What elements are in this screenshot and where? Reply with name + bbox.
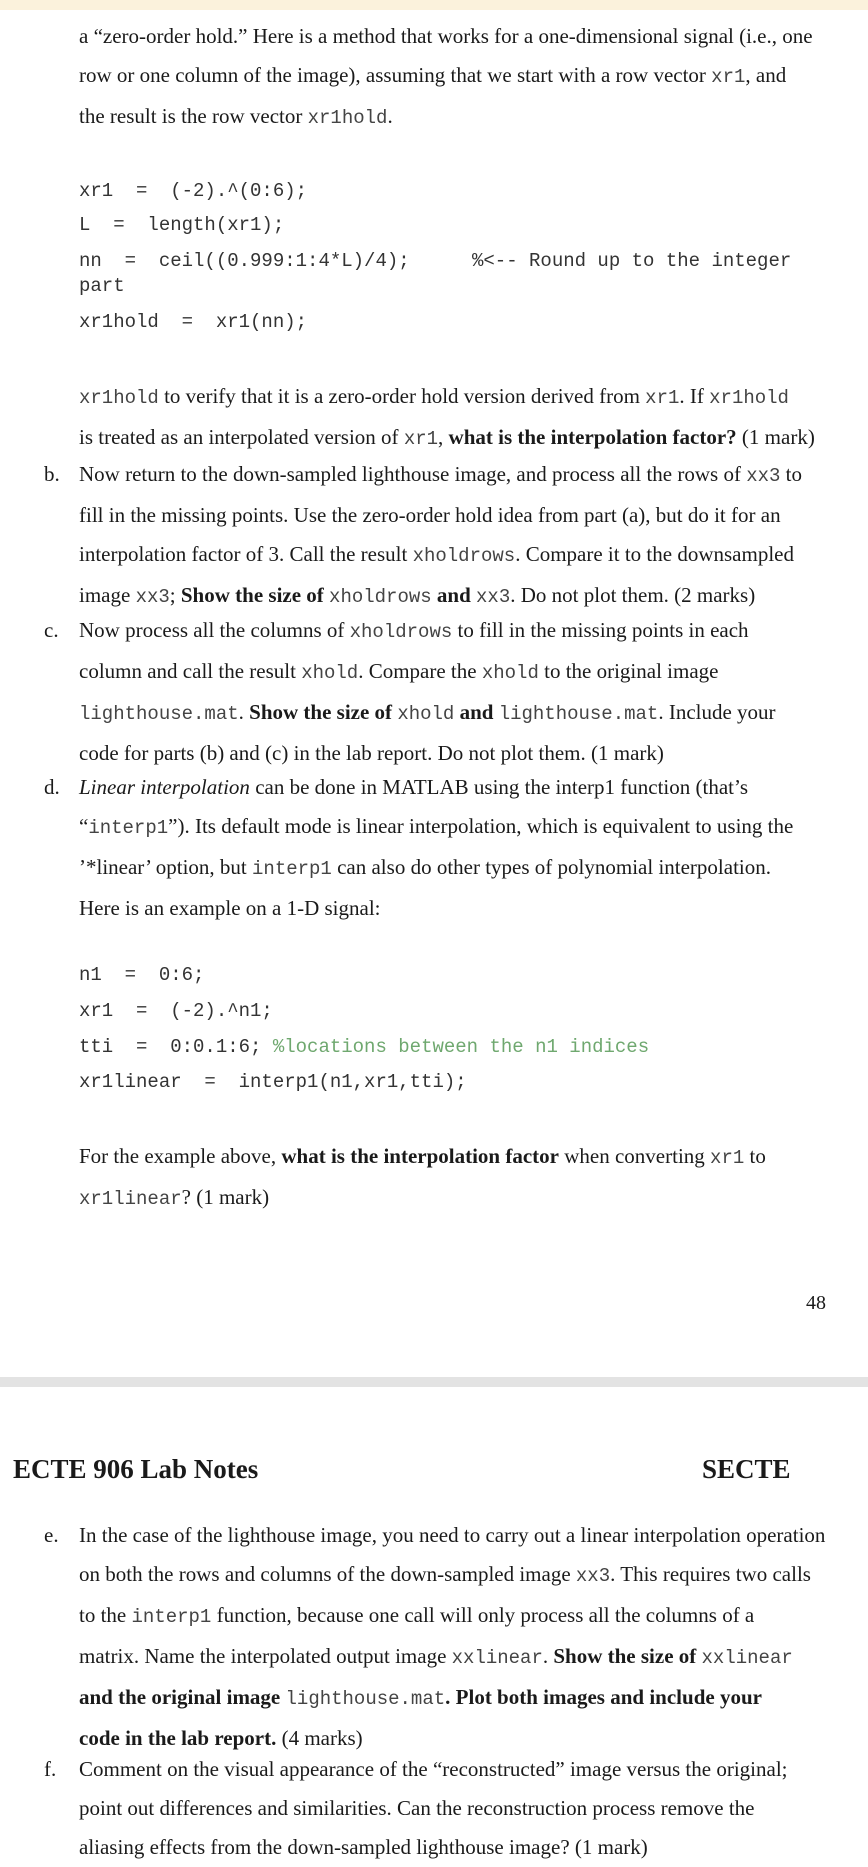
header-org: SECTE [702,1454,791,1484]
code-comment: %locations between the n1 indices [272,1036,650,1058]
item-e-paragraph: In the case of the lighthouse image, you need to carry out a linear interpolation operation on both the rows and columns of the down-sampled image xx3. This requires two calls to the interp1 function, because one call will only process all the columns of a matrix. Name the interpolated output image xxlinear. Show the size of xxlinear and the original image lighthouse.mat. Plot both images and include your code in the lab report. (4 marks) [79,1523,826,1750]
item-b-paragraph: Now return to the down-sampled lighthouse image, and process all the rows of xx3 to fill in the missing points. Use the zero-order hold idea from part (a), but do it for an interpolation factor of 3. Call the result xholdrows. Compare it to the downsampled image xx3; Show the size of xholdrows and xx3. Do not plot them. (2 marks) [79,462,802,608]
page-divider [0,1377,868,1387]
code-line: tti = 0:0.1:6; %locations between the n1 indices [79,1036,650,1058]
code-line: xr1hold = xr1(nn); [79,311,308,333]
item-d-paragraph: Linear interpolation can be done in MATLAB using the interp1 function (that’s “interp1”). Its default mode is linear interpolation, which is equivalent to using the ’*linear’ option, but interp1 can also do other types of polynomial interpolation. Here is an example on a 1-D signal: [79,775,794,920]
intro-line-1: a “zero-order hold.” Here is a method that works for a one-dimensional signal (i.e., one [79,24,813,48]
page-number: 48 [806,1292,826,1314]
code-line: xr1linear = interp1(n1,xr1,tti); [79,1071,467,1093]
intro-line-3: the result is the row vector xr1hold. [79,104,393,129]
item-f-paragraph: Comment on the visual appearance of the “reconstructed” image versus the original; point out differences and similarities. Can the reconstruction process remove the aliasing effects from the down-sampled lighthouse image? (1 mark) [79,1757,788,1859]
item-label-e: e. [44,1523,59,1547]
code-line: n1 = 0:6; [79,964,205,986]
example-paragraph: For the example above, what is the interpolation factor when converting xr1 to xr1linear? (1 mark) [79,1144,766,1210]
header-title: ECTE 906 Lab Notes [13,1454,259,1484]
item-c-paragraph: Now process all the columns of xholdrows to fill in the missing points in each column and call the result xhold. Compare the xhold to the original image lighthouse.mat. Show the size of xhold and lighthouse.mat. Include your code for parts (b) and (c) in the lab report. Do not plot them. (1 mark) [79,618,776,765]
item-label-c: c. [44,618,59,642]
var-xr1: xr1 [711,66,746,88]
verify-line-1: xr1hold to verify that it is a zero-order hold version derived from xr1. If xr1hold [79,384,789,409]
code-line: L = length(xr1); [79,214,285,236]
code-comment: %<-- Round up to the integer [472,250,792,272]
code-line: part [79,275,125,297]
verify-paragraph [79,377,832,459]
code-line: xr1 = (-2).^(0:6); [79,180,308,202]
item-label-b: b. [44,462,60,486]
var-xr1hold: xr1hold [307,107,388,129]
code-line: nn = ceil((0.999:1:4*L)/4); [79,250,410,272]
verify-line-2: is treated as an interpolated version of xr1, what is the interpolation factor? (1 mark) [79,425,815,450]
intro-line-2: row or one column of the image), assuming that we start with a row vector xr1, and [79,63,787,88]
top-bar [0,0,868,10]
code-line: xr1 = (-2).^n1; [79,1000,273,1022]
item-label-f: f. [44,1757,57,1781]
item-label-d: d. [44,775,60,799]
intro-paragraph [79,17,832,138]
